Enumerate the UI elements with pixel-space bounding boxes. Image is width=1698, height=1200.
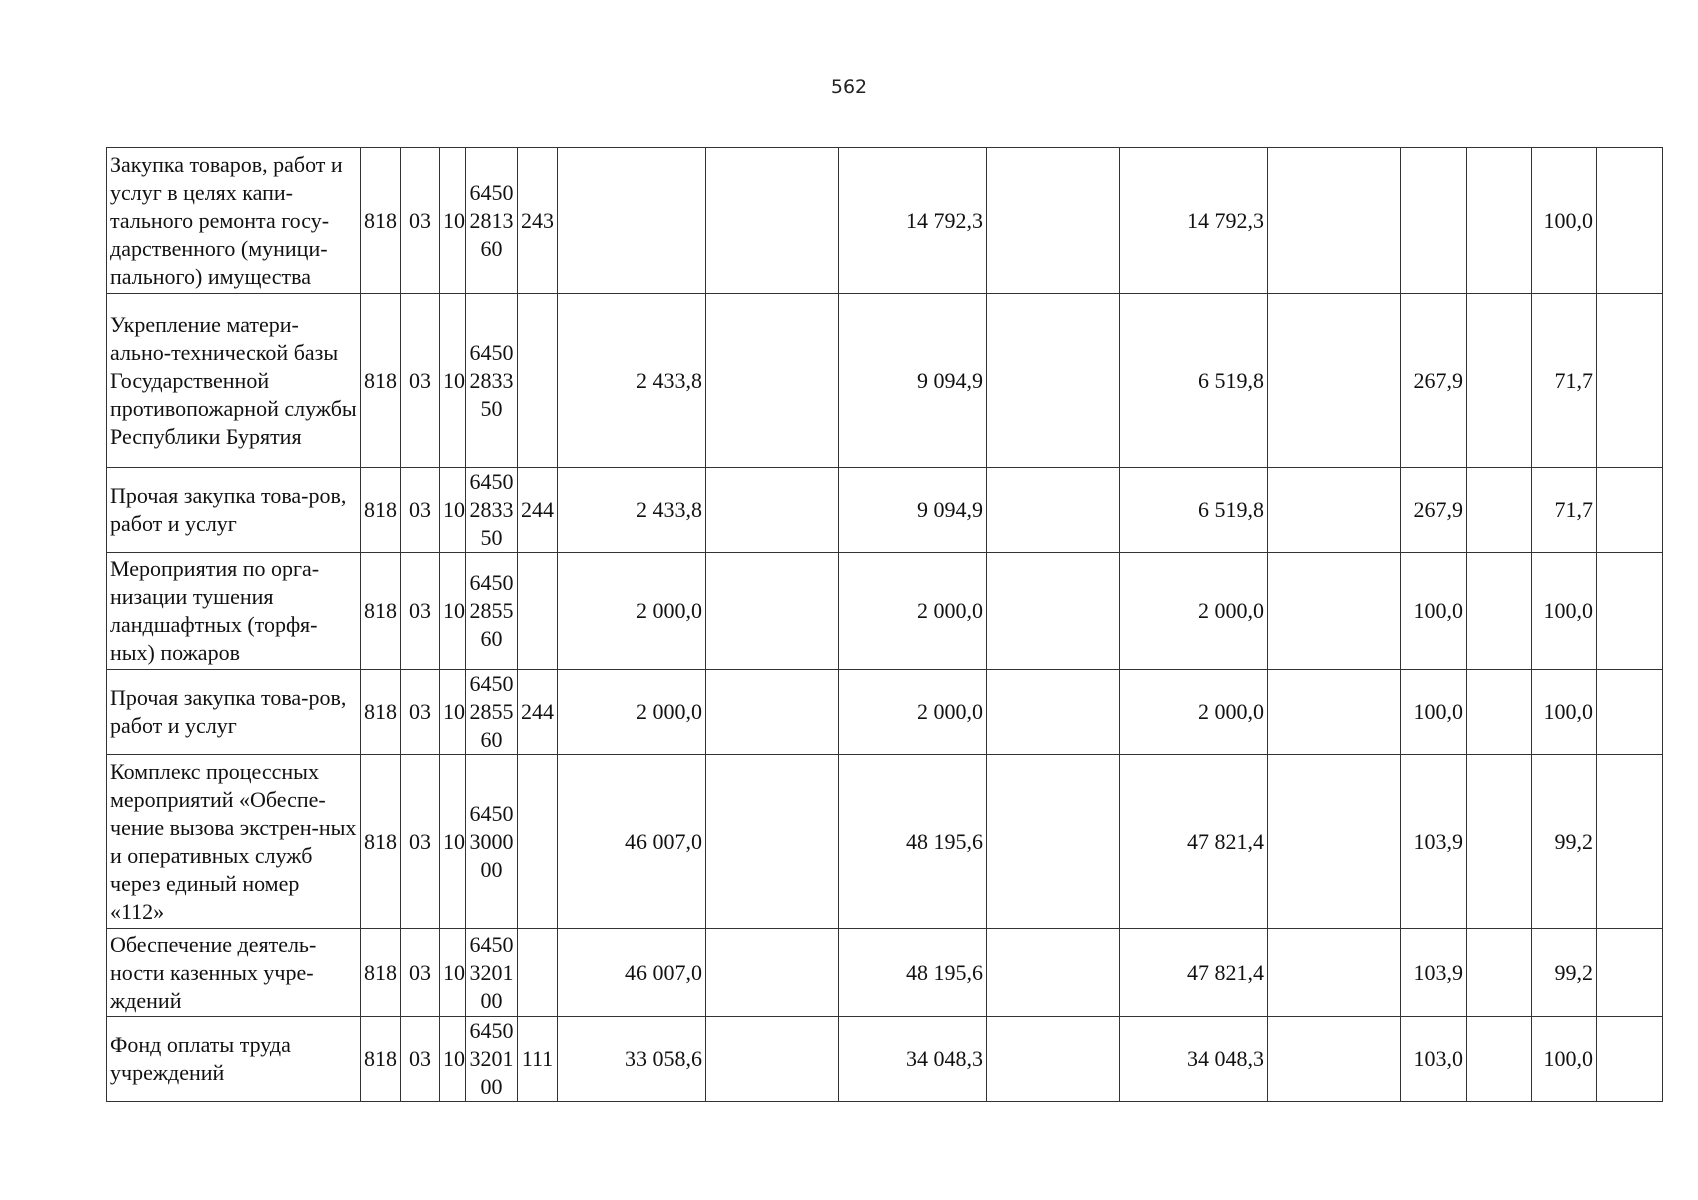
cell-v2	[706, 468, 839, 553]
cell-pr: 10	[440, 929, 466, 1017]
cell-csr	[466, 553, 518, 670]
cell-v10	[1597, 929, 1663, 1017]
cell-csr	[466, 148, 518, 294]
cell-v3: 48 195,6	[839, 929, 987, 1017]
cell-v2	[706, 1017, 839, 1102]
csr-part: 50	[480, 395, 503, 421]
cell-v9: 100,0	[1532, 1017, 1597, 1102]
cell-v4	[987, 294, 1120, 468]
cell-v6	[1268, 553, 1401, 670]
cell-v2	[706, 294, 839, 468]
cell-pr: 10	[440, 755, 466, 929]
cell-pr: 10	[440, 468, 466, 553]
cell-v10	[1597, 468, 1663, 553]
table-row	[107, 553, 1663, 670]
cell-v9: 71,7	[1532, 294, 1597, 468]
cell-pr: 10	[440, 1017, 466, 1102]
cell-v2	[706, 929, 839, 1017]
cell-vr	[518, 553, 558, 670]
cell-name: Прочая закупка това-ров, работ и услуг	[107, 468, 361, 553]
cell-name: Прочая закупка това-ров, работ и услуг	[107, 670, 361, 755]
table-body	[107, 148, 1663, 1102]
cell-v1: 46 007,0	[558, 929, 706, 1017]
cell-v6	[1268, 468, 1401, 553]
cell-v8	[1467, 1017, 1532, 1102]
table-row	[107, 148, 1663, 294]
cell-v2	[706, 670, 839, 755]
cell-v4	[987, 468, 1120, 553]
cell-v10	[1597, 1017, 1663, 1102]
cell-v1: 2 433,8	[558, 468, 706, 553]
cell-v4	[987, 670, 1120, 755]
csr-part: 00	[480, 987, 503, 1013]
cell-v3: 2 000,0	[839, 670, 987, 755]
csr-part: 6450	[469, 570, 514, 595]
cell-v3: 9 094,9	[839, 294, 987, 468]
cell-v6	[1268, 670, 1401, 755]
cell-csr	[466, 929, 518, 1017]
cell-v5: 6 519,8	[1120, 294, 1268, 468]
table-row	[107, 1017, 1663, 1102]
cell-v8	[1467, 468, 1532, 553]
cell-v10	[1597, 553, 1663, 670]
csr-part: 3000	[469, 828, 514, 854]
cell-name: Обеспечение деятель-ности казенных учре-ждений	[107, 929, 361, 1017]
cell-gr: 818	[361, 1017, 401, 1102]
csr-part: 60	[480, 626, 503, 651]
cell-v6	[1268, 294, 1401, 468]
cell-csr	[466, 670, 518, 755]
csr-part: 60	[480, 235, 503, 261]
cell-pr: 10	[440, 294, 466, 468]
cell-csr	[466, 1017, 518, 1102]
cell-v5: 47 821,4	[1120, 929, 1268, 1017]
table-row	[107, 468, 1663, 553]
cell-v9: 99,2	[1532, 929, 1597, 1017]
csr-part: 2855	[469, 598, 514, 623]
budget-table	[106, 147, 1663, 1102]
cell-v7	[1401, 148, 1467, 294]
cell-vr: 244	[518, 468, 558, 553]
cell-v3: 48 195,6	[839, 755, 987, 929]
csr-part: 6450	[469, 931, 514, 957]
csr-part: 2833	[469, 367, 514, 393]
cell-pr: 10	[440, 553, 466, 670]
cell-v10	[1597, 755, 1663, 929]
cell-rz: 03	[401, 929, 440, 1017]
cell-name: Укрепление матери-ально-технической базы Государственной противопожарной службы Республики Бурятия	[107, 294, 361, 468]
cell-rz: 03	[401, 553, 440, 670]
cell-gr: 818	[361, 468, 401, 553]
cell-vr: 243	[518, 148, 558, 294]
cell-rz: 03	[401, 755, 440, 929]
cell-v8	[1467, 755, 1532, 929]
csr-part: 6450	[469, 1018, 514, 1043]
csr-part: 2855	[469, 699, 514, 724]
cell-v1: 46 007,0	[558, 755, 706, 929]
csr-part: 2833	[469, 497, 514, 522]
cell-v8	[1467, 148, 1532, 294]
cell-v5: 14 792,3	[1120, 148, 1268, 294]
cell-name: Комплекс процессных мероприятий «Обеспе-чение вызова экстрен-ных и оперативных служб через единый номер «112»	[107, 755, 361, 929]
cell-gr: 818	[361, 148, 401, 294]
cell-v5: 47 821,4	[1120, 755, 1268, 929]
cell-v9: 100,0	[1532, 553, 1597, 670]
cell-v8	[1467, 929, 1532, 1017]
cell-v2	[706, 755, 839, 929]
cell-v4	[987, 929, 1120, 1017]
cell-v1: 2 000,0	[558, 553, 706, 670]
cell-v1: 2 000,0	[558, 670, 706, 755]
cell-v1: 33 058,6	[558, 1017, 706, 1102]
cell-v9: 99,2	[1532, 755, 1597, 929]
cell-v2	[706, 553, 839, 670]
cell-v3: 34 048,3	[839, 1017, 987, 1102]
cell-vr	[518, 929, 558, 1017]
csr-part: 00	[480, 856, 503, 882]
table-row	[107, 670, 1663, 755]
cell-v3: 2 000,0	[839, 553, 987, 670]
cell-rz: 03	[401, 294, 440, 468]
cell-name: Закупка товаров, работ и услуг в целях капи-тального ремонта госу-дарственного (муници-пального) имущества	[107, 148, 361, 294]
cell-v9: 100,0	[1532, 148, 1597, 294]
cell-name: Мероприятия по орга-низации тушения ландшафтных (торфя-ных) пожаров	[107, 553, 361, 670]
cell-v8	[1467, 553, 1532, 670]
cell-v7: 267,9	[1401, 294, 1467, 468]
csr-part: 2813	[469, 207, 514, 233]
csr-part: 6450	[469, 800, 514, 826]
csr-part: 6450	[469, 469, 514, 494]
csr-part: 3201	[469, 959, 514, 985]
cell-vr	[518, 755, 558, 929]
cell-rz: 03	[401, 148, 440, 294]
cell-vr: 111	[518, 1017, 558, 1102]
cell-v3: 14 792,3	[839, 148, 987, 294]
cell-csr	[466, 755, 518, 929]
cell-gr: 818	[361, 755, 401, 929]
cell-v7: 100,0	[1401, 553, 1467, 670]
cell-v6	[1268, 755, 1401, 929]
cell-v6	[1268, 929, 1401, 1017]
cell-v1: 2 433,8	[558, 294, 706, 468]
cell-vr: 244	[518, 670, 558, 755]
cell-v7: 267,9	[1401, 468, 1467, 553]
cell-gr: 818	[361, 294, 401, 468]
cell-v5: 2 000,0	[1120, 670, 1268, 755]
csr-part: 50	[480, 525, 503, 550]
table-row	[107, 755, 1663, 929]
csr-part: 6450	[469, 339, 514, 365]
cell-v10	[1597, 670, 1663, 755]
cell-rz: 03	[401, 1017, 440, 1102]
cell-pr: 10	[440, 670, 466, 755]
cell-v7: 103,9	[1401, 929, 1467, 1017]
cell-rz: 03	[401, 670, 440, 755]
cell-v4	[987, 1017, 1120, 1102]
table-row	[107, 294, 1663, 468]
cell-gr: 818	[361, 929, 401, 1017]
cell-v7: 100,0	[1401, 670, 1467, 755]
cell-v9: 71,7	[1532, 468, 1597, 553]
cell-v6	[1268, 148, 1401, 294]
cell-v9: 100,0	[1532, 670, 1597, 755]
cell-gr: 818	[361, 670, 401, 755]
cell-name: Фонд оплаты труда учреждений	[107, 1017, 361, 1102]
table-row	[107, 929, 1663, 1017]
cell-v7: 103,9	[1401, 755, 1467, 929]
cell-pr: 10	[440, 148, 466, 294]
csr-part: 6450	[469, 179, 514, 205]
csr-part: 6450	[469, 671, 514, 696]
cell-v6	[1268, 1017, 1401, 1102]
cell-gr: 818	[361, 553, 401, 670]
cell-v4	[987, 553, 1120, 670]
cell-v5: 6 519,8	[1120, 468, 1268, 553]
cell-v2	[706, 148, 839, 294]
cell-v7: 103,0	[1401, 1017, 1467, 1102]
cell-vr	[518, 294, 558, 468]
csr-part: 60	[480, 727, 503, 752]
cell-v8	[1467, 294, 1532, 468]
cell-v3: 9 094,9	[839, 468, 987, 553]
csr-part: 3201	[469, 1046, 514, 1071]
cell-v5: 2 000,0	[1120, 553, 1268, 670]
cell-csr	[466, 468, 518, 553]
csr-part: 00	[480, 1074, 503, 1099]
cell-v5: 34 048,3	[1120, 1017, 1268, 1102]
cell-v8	[1467, 670, 1532, 755]
cell-v10	[1597, 294, 1663, 468]
cell-csr	[466, 294, 518, 468]
cell-v10	[1597, 148, 1663, 294]
page-number: 562	[830, 76, 868, 98]
cell-v4	[987, 755, 1120, 929]
cell-rz: 03	[401, 468, 440, 553]
cell-v1	[558, 148, 706, 294]
cell-v4	[987, 148, 1120, 294]
